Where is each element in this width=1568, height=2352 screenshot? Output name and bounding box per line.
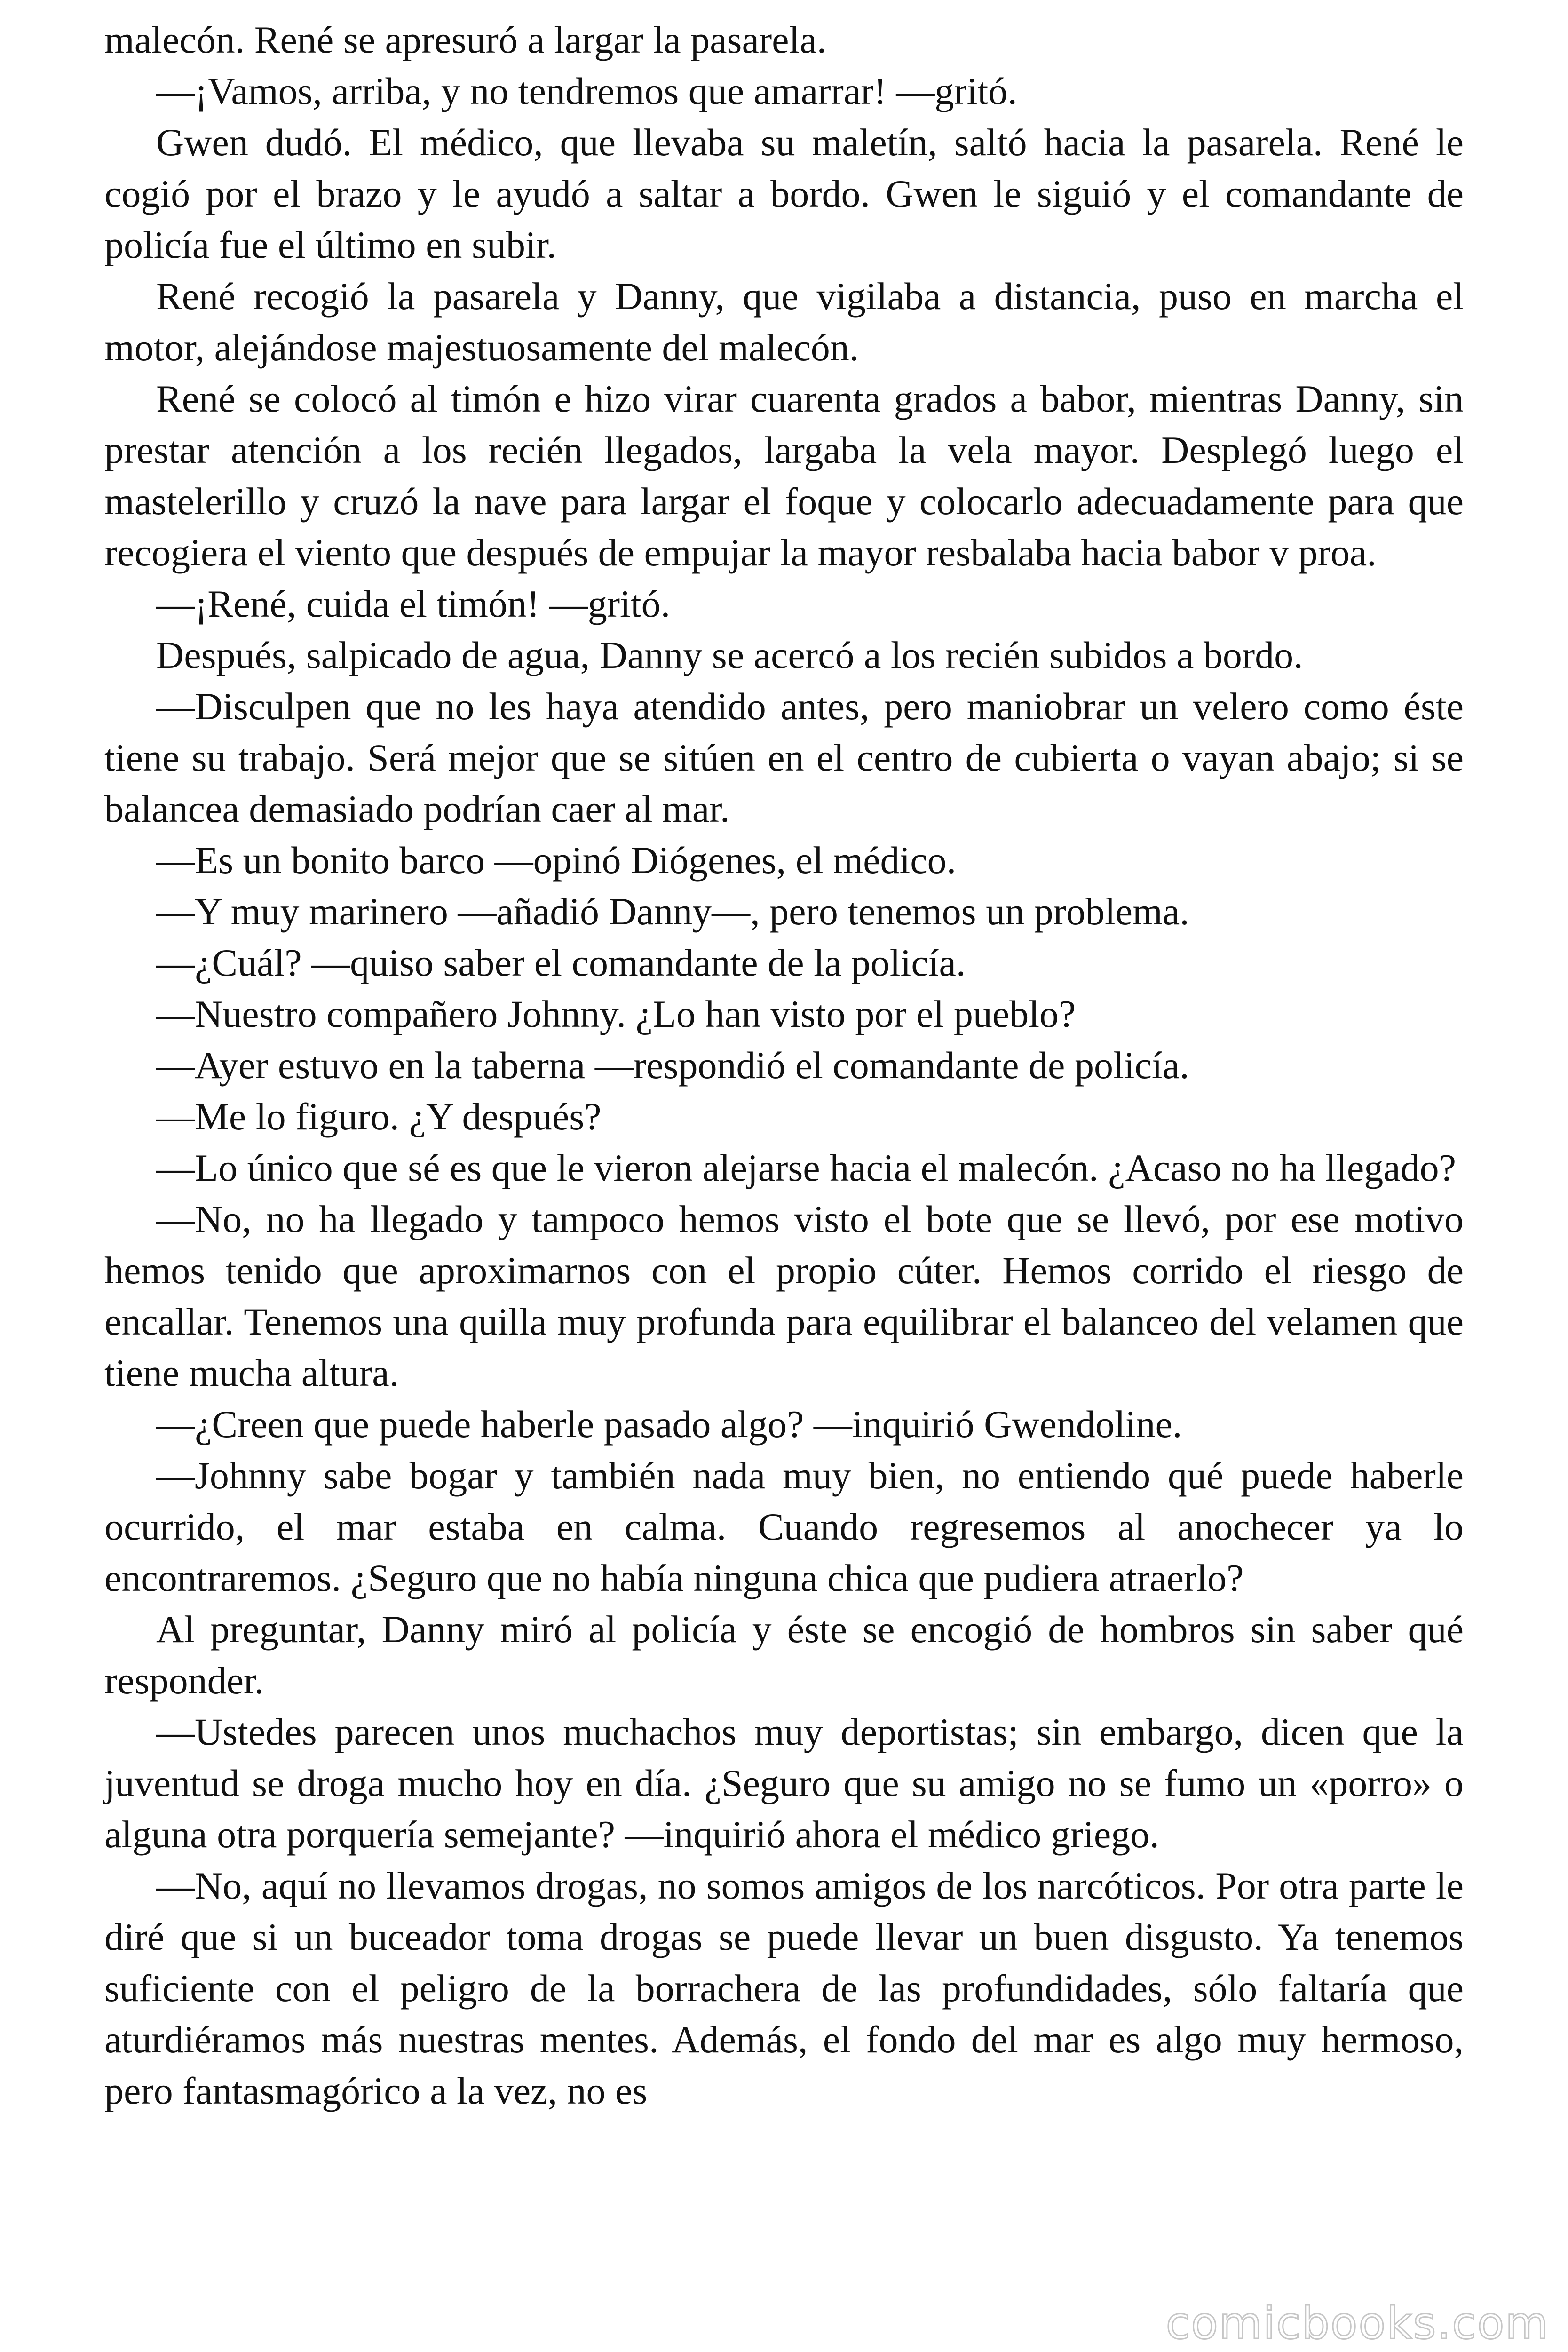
paragraph: Gwen dudó. El médico, que llevaba su maletín, saltó hacia la pasarela. René le cogió por el brazo y le ayudó a saltar a bordo. Gwen le siguió y el comandante de policía fue el último en subir. [104,121,1464,266]
paragraph: —Ayer estuvo en la taberna —respondió el comandante de policía. [156,1044,1189,1087]
paragraph: —Ustedes parecen unos muchachos muy deportistas; sin embargo, dicen que la juventud se droga mucho hoy en día. ¿Seguro que su amigo no se fumo un «porro» o alguna otra porquería semejante? —inquirió ahora el médico griego. [104,1710,1464,1856]
paragraph: —Nuestro compañero Johnny. ¿Lo han visto por el pueblo? [156,993,1076,1035]
paragraph: René se colocó al timón e hizo virar cuarenta grados a babor, mientras Danny, sin prestar atención a los recién llegados, largaba la vela mayor. Desplegó luego el mastelerillo y cruzó la nave para largar el foque y colocarlo adecuadamente para que recogiera el viento que después de empujar la mayor resbalaba hacia babor v proa. [104,377,1464,574]
paragraph: —¿Cuál? —quiso saber el comandante de la policía. [156,941,966,984]
paragraph: René recogió la pasarela y Danny, que vigilaba a distancia, puso en marcha el motor, alejándose majestuosamente del malecón. [104,275,1464,369]
paragraph: —Me lo figuro. ¿Y después? [156,1095,602,1138]
paragraph-continued: malecón. René se apresuró a largar la pasarela. [104,18,827,61]
paragraph: —No, no ha llegado y tampoco hemos visto el bote que se llevó, por ese motivo hemos tenido que aproximarnos con el propio cúter. Hemos corrido el riesgo de encallar. Tenemos una quilla muy profunda para equilibrar el balanceo del velamen que tiene mucha altura. [104,1198,1464,1394]
paragraph: Después, salpicado de agua, Danny se acercó a los recién subidos a bordo. [156,634,1303,676]
paragraph: —¡René, cuida el timón! —gritó. [156,582,671,625]
paragraph: —Disculpen que no les haya atendido antes, pero maniobrar un velero como éste tiene su trabajo. Será mejor que se sitúen en el centro de cubierta o vayan abajo; si se balancea demasiado podrían caer al mar. [104,685,1464,830]
watermark-logo: comicbooks.com [1165,2298,1549,2349]
paragraph: —Es un bonito barco —opinó Diógenes, el médico. [156,839,957,882]
paragraph: Al preguntar, Danny miró al policía y éste se encogió de hombros sin saber qué responder. [104,1608,1464,1702]
paragraph: —¡Vamos, arriba, y no tendremos que amarrar! —gritó. [156,70,1017,112]
paragraph: —Lo único que sé es que le vieron alejarse hacia el malecón. ¿Acaso no ha llegado? [156,1146,1457,1189]
book-page-text [104,14,1464,2116]
paragraph: —¿Creen que puede haberle pasado algo? —inquirió Gwendoline. [156,1403,1182,1446]
paragraph: —Y muy marinero —añadió Danny—, pero tenemos un problema. [156,890,1189,933]
paragraph: —No, aquí no llevamos drogas, no somos amigos de los narcóticos. Por otra parte le diré que si un buceador toma drogas se puede llevar un buen disgusto. Ya tenemos suficiente con el peligro de la borrachera de las profundidades, sólo faltaría que aturdiéramos más nuestras mentes. Además, el fondo del mar es algo muy hermoso, pero fantasmagórico a la vez, no es [104,1864,1464,2112]
paragraph: —Johnny sabe bogar y también nada muy bien, no entiendo qué puede haberle ocurrido, el mar estaba en calma. Cuando regresemos al anochecer ya lo encontraremos. ¿Seguro que no había ninguna chica que pudiera atraerlo? [104,1454,1464,1599]
